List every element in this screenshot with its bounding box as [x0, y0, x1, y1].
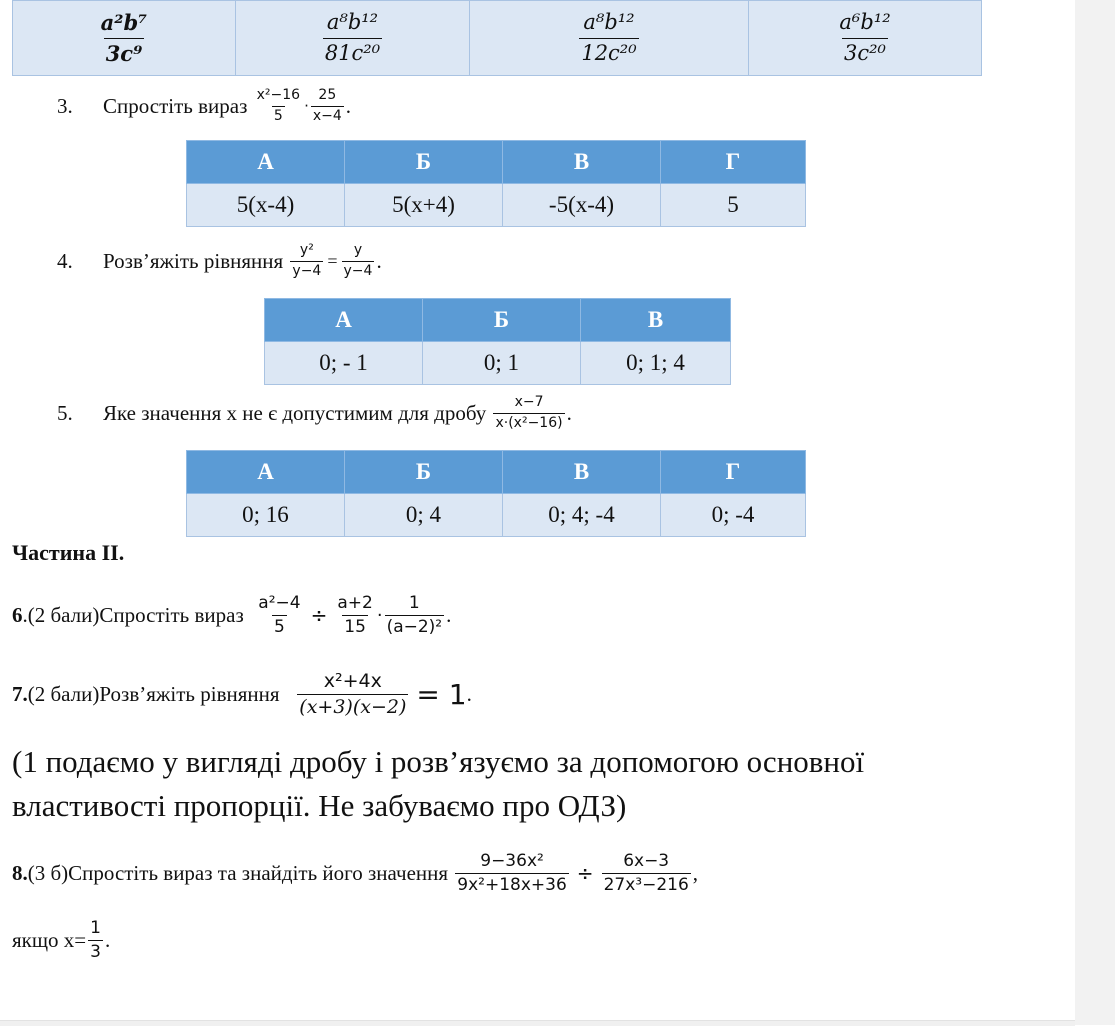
option-header: В — [581, 299, 731, 342]
task-number: 6 — [12, 602, 23, 627]
numerator: 25 — [318, 87, 337, 104]
q2-cell-b — [236, 1, 470, 76]
fraction — [311, 88, 344, 124]
fraction — [385, 594, 445, 636]
table-row — [13, 1, 982, 76]
task-number: 8. — [12, 860, 28, 885]
denominator: 27x³−216 — [603, 874, 689, 895]
option-value: 0; - 1 — [265, 342, 423, 385]
part-2-heading: Частина ІІ. — [12, 540, 125, 565]
option-value: 0; 1; 4 — [581, 342, 731, 385]
task-text: (2 бали)Розв’яжіть рівняння — [27, 681, 280, 706]
option-header: В — [503, 141, 661, 184]
denominator: x·(x²−16) — [495, 414, 563, 431]
option-header: Б — [345, 451, 503, 494]
fraction — [290, 243, 323, 279]
option-value: 0; -4 — [661, 494, 806, 537]
fraction — [342, 243, 375, 279]
q2-cell-g — [749, 1, 982, 76]
numerator: a⁸b¹² — [583, 9, 635, 34]
fraction — [297, 671, 408, 718]
punctuation: , — [692, 860, 699, 885]
numerator: 1 — [408, 592, 420, 613]
condition-text: якщо х= — [12, 927, 87, 952]
question-text: Яке значення х не є допустимим для дробу — [103, 400, 487, 425]
denominator: x−4 — [312, 107, 342, 124]
option-header: Б — [423, 299, 581, 342]
punctuation: . — [345, 93, 352, 118]
hint-note: (1 подаємо у вигляді дробу і розв’язуємо за допомогою основної властивості пропорції. Не забуваємо про ОДЗ) — [12, 744, 865, 823]
option-header: В — [503, 451, 661, 494]
numerator: a²b⁷ — [100, 9, 148, 35]
option-value: 5(x-4) — [187, 184, 345, 227]
fraction — [323, 11, 382, 65]
question-number: 4. — [57, 248, 73, 273]
task-text: (3 б)Спростіть вираз та знайдіть його значення — [27, 860, 449, 885]
fraction — [837, 11, 892, 65]
numerator: 9−36x² — [480, 850, 544, 871]
denominator: (a−2)² — [386, 616, 443, 637]
question-text: Розв’яжіть рівняння — [103, 248, 284, 273]
operator: · — [376, 604, 383, 626]
option-header: А — [187, 141, 345, 184]
option-header: А — [187, 451, 345, 494]
option-value: 0; 1 — [423, 342, 581, 385]
fraction — [256, 594, 302, 636]
task-8 — [12, 840, 698, 906]
task-8-condition — [12, 915, 110, 965]
option-value: 0; 16 — [187, 494, 345, 537]
option-header: Г — [661, 451, 806, 494]
question-number: 3. — [57, 93, 73, 118]
numerator: 1 — [90, 917, 101, 938]
punctuation: . — [446, 602, 452, 627]
operator: ÷ — [310, 603, 328, 627]
right-hand-side: = 1 — [416, 677, 467, 711]
fraction — [602, 852, 691, 894]
q4-answer-table — [264, 298, 731, 385]
table-row — [265, 342, 731, 385]
option-value: 0; 4 — [345, 494, 503, 537]
fraction — [255, 88, 302, 124]
task-number: 7. — [12, 681, 28, 706]
denominator: 12c²⁰ — [579, 38, 638, 65]
denominator: 5 — [273, 107, 283, 124]
punctuation: . — [466, 681, 472, 706]
fraction — [493, 395, 564, 431]
option-header: А — [265, 299, 423, 342]
task-6 — [12, 585, 451, 645]
page-bottom-edge — [0, 1020, 1075, 1026]
q3-answer-table — [186, 140, 806, 227]
option-value: 5 — [661, 184, 806, 227]
table-row — [187, 184, 806, 227]
operator: · — [304, 97, 309, 115]
fraction — [579, 11, 638, 65]
option-header: Б — [345, 141, 503, 184]
q5-answer-table — [186, 450, 806, 537]
option-value: 0; 4; -4 — [503, 494, 661, 537]
numerator: y² — [299, 242, 314, 259]
option-value: 5(x+4) — [345, 184, 503, 227]
operator: = — [327, 250, 338, 271]
numerator: a+2 — [337, 592, 373, 613]
table-header-row — [187, 451, 806, 494]
table-header-row — [265, 299, 731, 342]
numerator: x²−16 — [256, 87, 301, 104]
denominator: 3 — [90, 941, 101, 962]
numerator: a⁶b¹² — [839, 9, 891, 34]
fraction — [88, 919, 103, 961]
denominator: 3c²⁰ — [842, 38, 888, 65]
numerator: x²+4x — [323, 669, 382, 692]
option-value: -5(x-4) — [503, 184, 661, 227]
q2-cell-v — [470, 1, 749, 76]
numerator: a⁸b¹² — [326, 9, 379, 34]
numerator: x−7 — [514, 394, 544, 411]
numerator: a²−4 — [258, 592, 301, 613]
denominator: y−4 — [292, 262, 322, 279]
viewer-right-margin — [1075, 0, 1115, 1025]
question-text: Спростіть вираз — [103, 93, 248, 118]
question-4 — [57, 235, 382, 287]
denominator: (x+3)(x−2) — [299, 695, 407, 718]
numerator: 6x−3 — [623, 850, 670, 871]
denominator: 9x²+18x+36 — [457, 874, 567, 895]
denominator: 15 — [344, 616, 366, 637]
question-number: 5. — [57, 400, 73, 425]
denominator: y−4 — [343, 262, 373, 279]
q2-answer-table — [12, 0, 982, 76]
fraction — [335, 594, 374, 636]
option-header: Г — [661, 141, 806, 184]
denominator: 81c²⁰ — [323, 38, 382, 65]
punctuation: . — [376, 248, 382, 273]
punctuation: . — [566, 400, 572, 425]
question-5 — [57, 388, 572, 438]
denominator: 3c⁹ — [104, 38, 145, 65]
task-text: .(2 бали)Спростіть вираз — [22, 602, 244, 627]
task-7 — [12, 662, 472, 726]
table-row — [187, 494, 806, 537]
punctuation: . — [104, 927, 111, 952]
table-header-row — [187, 141, 806, 184]
operator: ÷ — [576, 861, 594, 885]
q2-cell-a — [13, 1, 236, 76]
question-3 — [57, 82, 351, 130]
denominator: 5 — [274, 616, 285, 637]
fraction — [455, 852, 569, 894]
fraction — [99, 11, 150, 65]
numerator: y — [353, 242, 363, 259]
